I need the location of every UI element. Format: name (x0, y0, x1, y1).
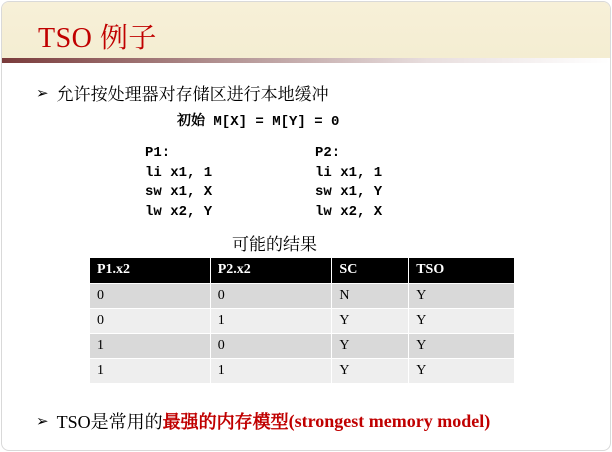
code-line: lw x2, X (315, 203, 383, 220)
code-block-p1 (145, 144, 212, 222)
table-cell: 0 (90, 283, 210, 308)
code-line: sw x1, X (145, 184, 213, 200)
table-cell: N (332, 283, 409, 308)
table-cell: Y (332, 358, 409, 383)
table-cell: 1 (210, 308, 332, 333)
table-cell: 0 (210, 283, 332, 308)
table-cell: 1 (90, 333, 210, 358)
table-cell: Y (409, 308, 514, 333)
code-header: P2: (315, 145, 341, 161)
bullet-prefix: TSO是常用的 (56, 412, 163, 432)
code-line: lw x2, Y (145, 203, 213, 220)
arrow-bullet-icon: ➢ (36, 412, 49, 430)
results-caption: 可能的结果 (232, 235, 317, 254)
table-cell: 1 (210, 358, 332, 383)
code-line: sw x1, Y (315, 184, 383, 200)
table-cell: Y (409, 283, 514, 308)
bullet-suffix: (strongest memory model) (288, 410, 491, 431)
table-cell: Y (409, 333, 514, 358)
results-table (90, 258, 514, 383)
column-header: P2.x2 (210, 258, 332, 283)
table-row (90, 333, 514, 358)
init-statement: 初始 M[X] = M[Y] = 0 (177, 114, 340, 130)
code-block-p2 (315, 144, 382, 222)
column-header: SC (332, 258, 409, 283)
table-cell: 0 (90, 308, 210, 333)
table-row (90, 283, 514, 308)
table-cell: Y (332, 333, 409, 358)
table-row (90, 308, 514, 333)
table-row (90, 358, 514, 383)
title-bar (2, 2, 610, 58)
table-cell: Y (332, 308, 409, 333)
slide-title: TSO 例子 (38, 23, 157, 54)
bullet-text: 允许按处理器对存储区进行本地缓冲 (56, 85, 329, 104)
table-header-row (90, 258, 514, 283)
table-cell: 0 (210, 333, 332, 358)
bullet-tso-strongest (36, 408, 490, 434)
slide (1, 1, 611, 451)
bullet-local-buffering (36, 80, 329, 105)
code-line: li x1, 1 (315, 164, 383, 181)
arrow-bullet-icon: ➢ (36, 83, 49, 102)
title-divider (2, 58, 610, 63)
code-header: P1: (145, 145, 171, 161)
column-header: TSO (409, 258, 514, 283)
bullet-highlight: 最强的内存模型 (162, 412, 289, 432)
column-header: P1.x2 (90, 258, 210, 283)
table-cell: Y (409, 358, 514, 383)
code-line: li x1, 1 (145, 164, 213, 181)
table-cell: 1 (90, 358, 210, 383)
